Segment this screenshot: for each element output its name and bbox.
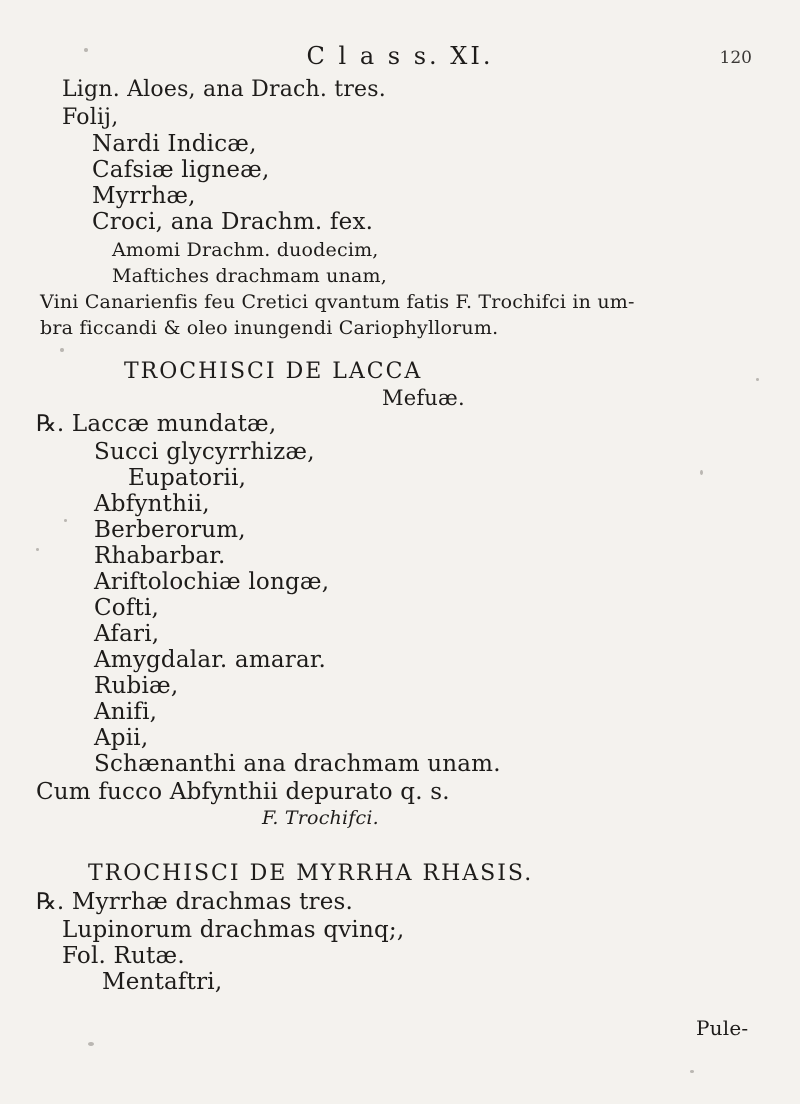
ink-speck — [84, 48, 88, 52]
ink-speck — [36, 548, 39, 551]
page-number: 120 — [719, 48, 752, 68]
catchword: Pule- — [696, 1016, 749, 1040]
section-heading: TROCHISCI DE MYRRHA RHASIS. — [88, 861, 534, 886]
section-subheading: Mefuæ. — [382, 386, 465, 410]
recipe-line: ℞. Laccæ mundatæ, — [36, 411, 277, 437]
text-line: Myrrhæ, — [92, 183, 196, 209]
recipe-line: Mentaftri, — [102, 969, 223, 995]
recipe-line: Berberorum, — [94, 517, 246, 543]
text-line: Cafsiæ ligneæ, — [92, 157, 270, 183]
recipe-line: Rubiæ, — [94, 673, 179, 699]
text-line: Lign. Aloes, ana Drach. tres. — [62, 77, 386, 102]
recipe-line: Afari, — [94, 621, 160, 647]
recipe-line: Rhabarbar. — [94, 543, 226, 569]
recipe-line: Cum fucco Abfynthii depurato q. s. — [36, 779, 450, 805]
recipe-line: Eupatorii, — [128, 465, 247, 491]
text-line: Nardi Indicæ, — [92, 131, 257, 157]
ink-speck — [60, 348, 64, 352]
text-line: Vini Canarienfis feu Cretici qvantum fatis F. Trochifci in um- — [40, 291, 635, 313]
recipe-line: F. Trochifci. — [262, 807, 379, 829]
text-line: Maftiches drachmam unam, — [112, 265, 387, 287]
recipe-line: Cofti, — [94, 595, 160, 621]
text-line: Croci, ana Drachm. fex. — [92, 209, 374, 235]
text-line: Amomi Drachm. duodecim, — [112, 239, 379, 261]
ink-speck — [88, 1042, 94, 1046]
recipe-line: Schænanthi ana drachmam unam. — [94, 751, 501, 777]
running-title: C l a s s. XI. — [306, 42, 494, 70]
recipe-line: Abfynthii, — [94, 491, 210, 517]
recipe-line: Ariftolochiæ longæ, — [94, 569, 330, 595]
text-line: bra ficcandi & oleo inungendi Cariophyllorum. — [40, 317, 499, 339]
ink-speck — [690, 1070, 694, 1073]
recipe-line: Amygdalar. amarar. — [94, 647, 327, 673]
recipe-line: ℞. Myrrhæ drachmas tres. — [36, 889, 354, 915]
ink-speck — [700, 470, 703, 475]
recipe-line: Fol. Rutæ. — [62, 943, 185, 969]
recipe-line: Lupinorum drachmas qvinq;, — [62, 917, 405, 943]
recipe-line: Anifi, — [94, 699, 158, 725]
ink-speck — [756, 378, 759, 381]
ink-speck — [64, 519, 67, 522]
text-line: Folij, — [62, 105, 119, 130]
recipe-line: Apii, — [94, 725, 149, 751]
section-heading: TROCHISCI DE LACCA — [124, 359, 423, 384]
recipe-line: Succi glycyrrhizæ, — [94, 439, 315, 465]
